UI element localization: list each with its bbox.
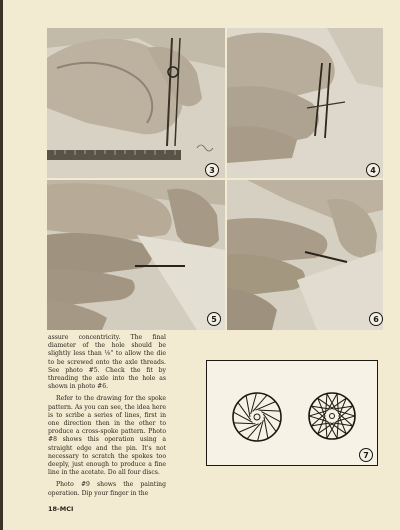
page-number: 18-MCI bbox=[48, 505, 74, 513]
body-text-column bbox=[48, 334, 166, 498]
paragraph: Refer to the drawing for the spoke pattern. As you can see, the idea here is to scribe a series of lines, first in one direction then in the other to produce a cross-spoke pattern. Photo #8 shows this operation using a straight edge and the pin. It's not necessary to scratch the spokes too deeply, just enough to produce a fine line in the acetate. Do all four discs. bbox=[48, 395, 166, 477]
photo-6 bbox=[227, 180, 383, 330]
photo-5 bbox=[47, 180, 225, 330]
photo-number-badge: 4 bbox=[366, 163, 380, 177]
spoke-disc-pinwheel bbox=[229, 389, 285, 445]
photo-number-badge: 3 bbox=[205, 163, 219, 177]
spoke-pattern-drawing bbox=[206, 360, 378, 466]
photo-number-badge: 5 bbox=[207, 312, 221, 326]
photo-number-badge: 6 bbox=[369, 312, 383, 326]
photo-4 bbox=[227, 28, 383, 178]
photo-3 bbox=[47, 28, 225, 178]
figure-number-badge: 7 bbox=[359, 448, 373, 462]
spoke-disc-cross bbox=[305, 389, 359, 443]
paragraph: assure concentricity. The final diameter of the hole should be slightly less than ⅛" to allow the die to be screwed onto the axle threads. See photo #5. Check the fit by threading the axle into the hole as shown in photo #6. bbox=[48, 334, 166, 391]
page-edge bbox=[0, 0, 3, 530]
paragraph: Photo #9 shows the painting operation. Dip your finger in the bbox=[48, 481, 166, 497]
